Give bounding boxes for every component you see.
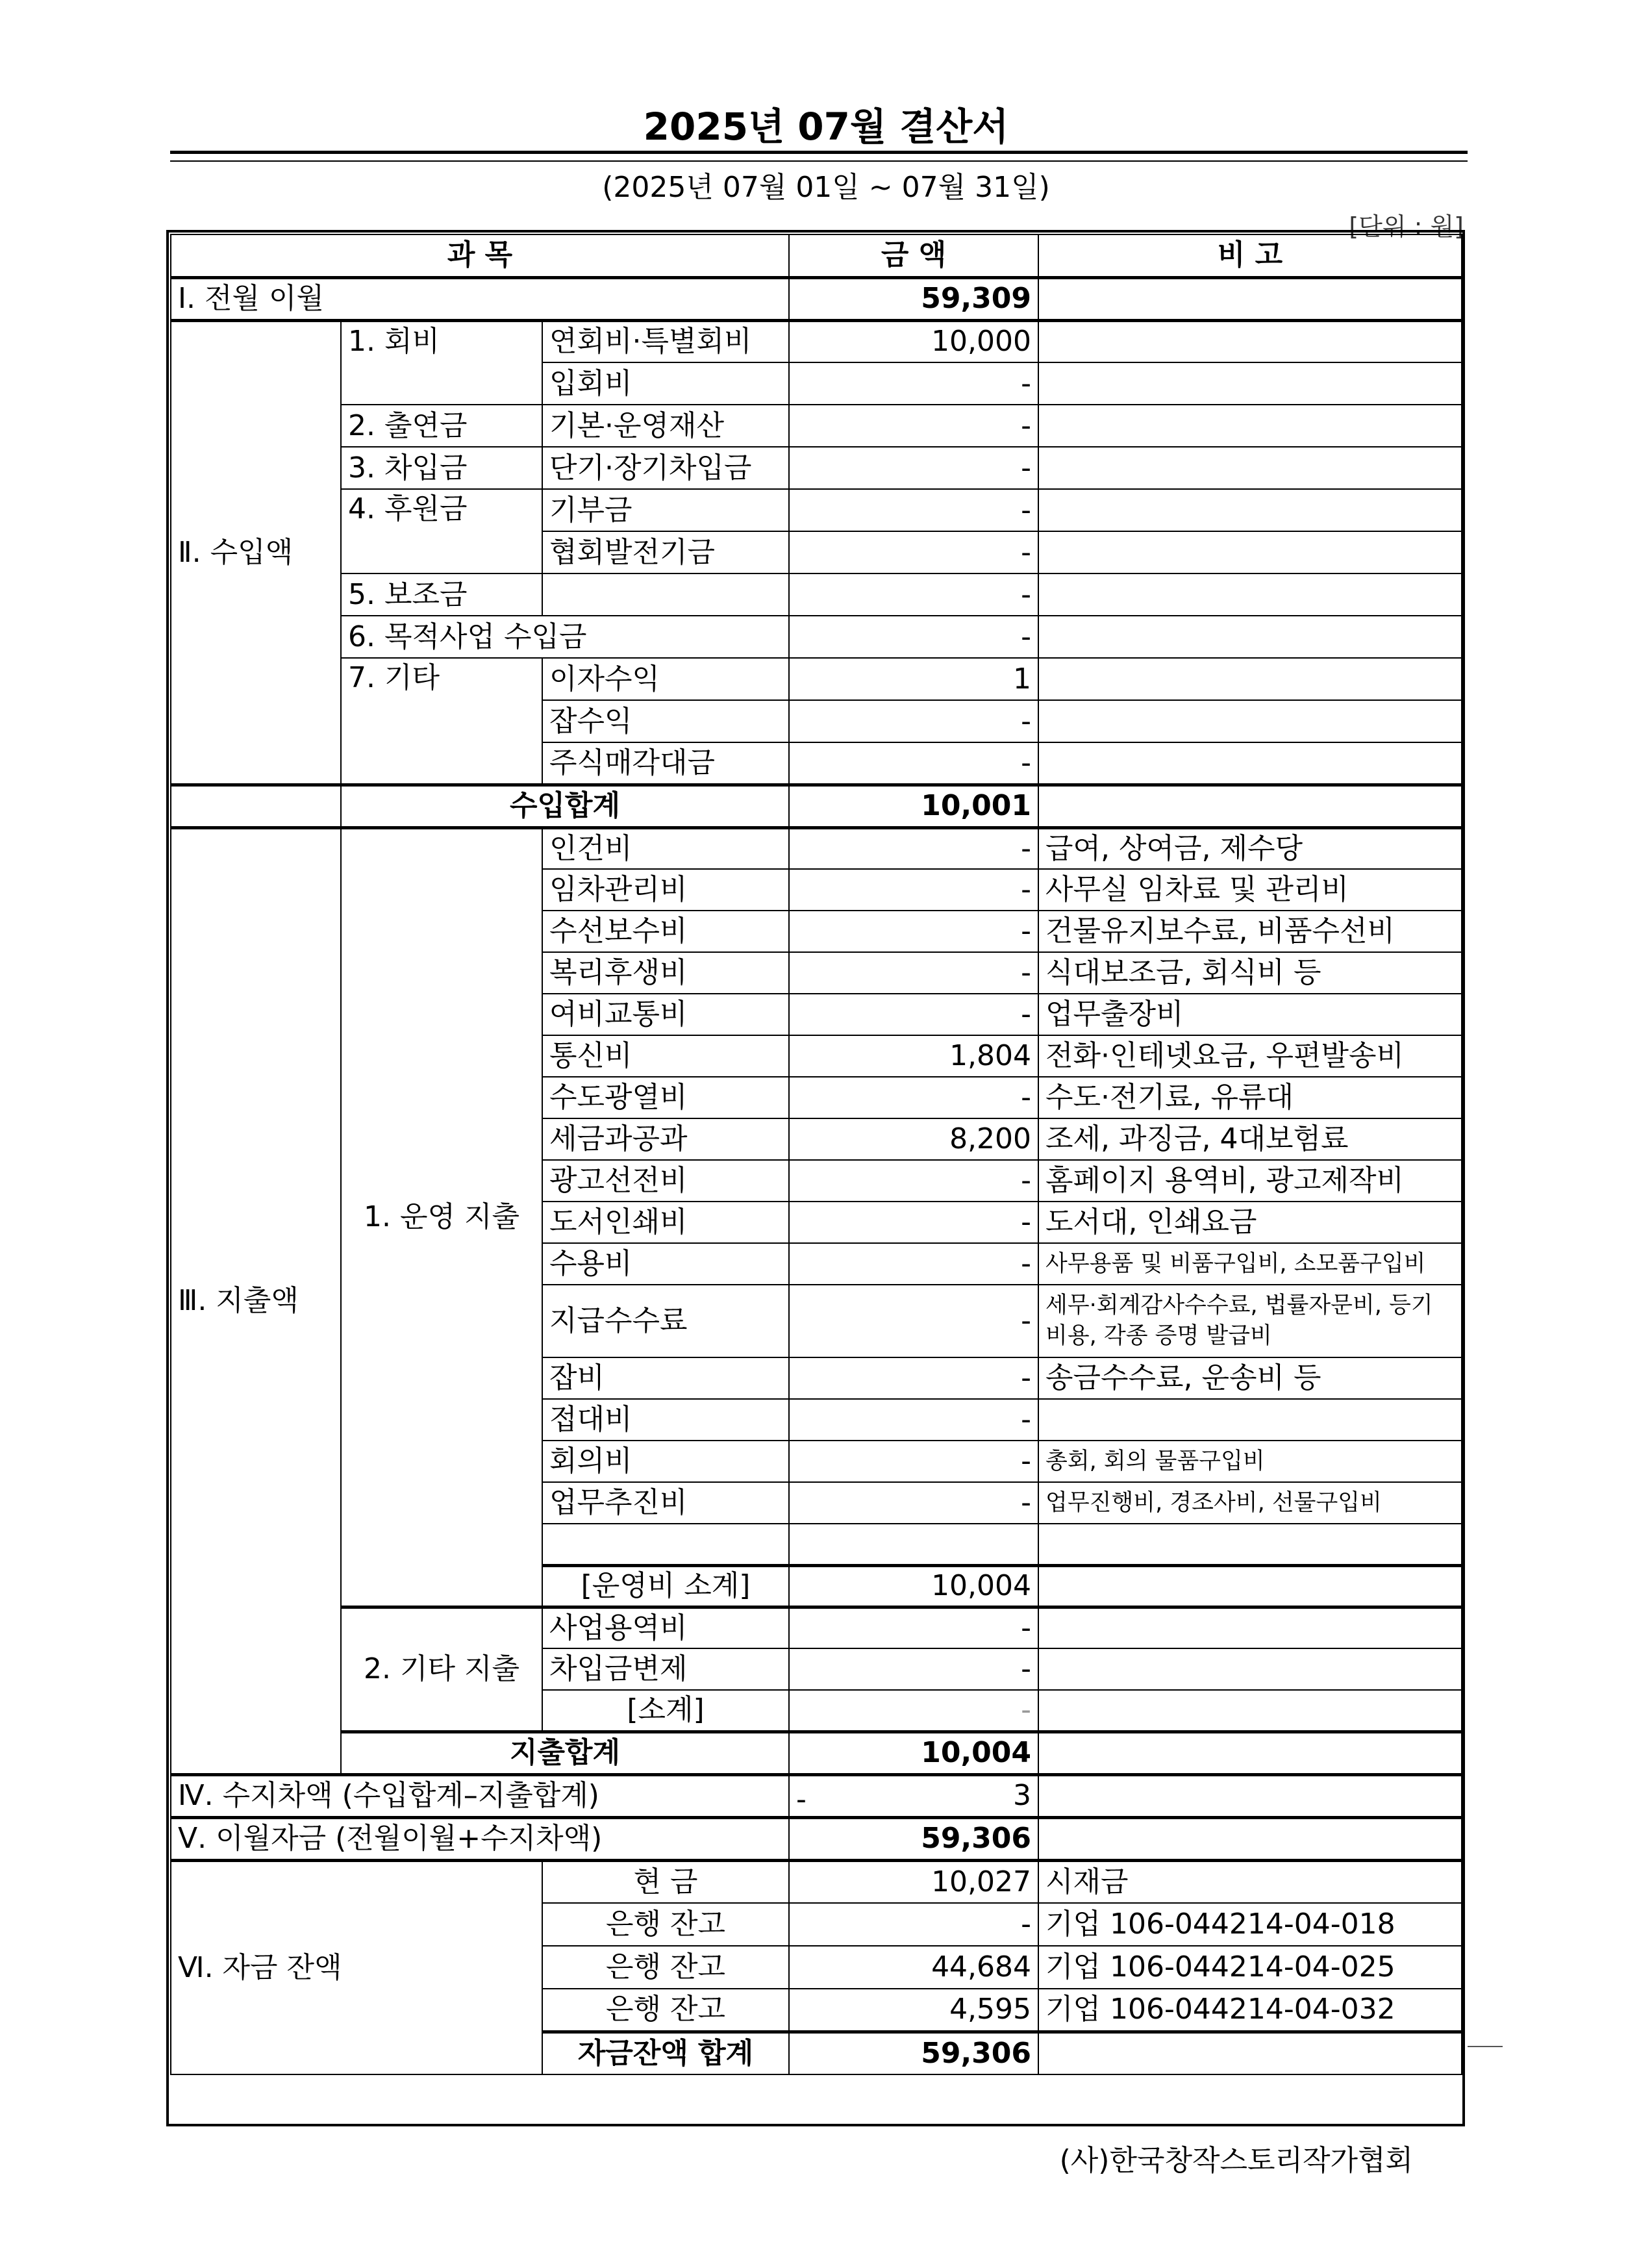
income-category: 3. 차입금 [341,447,542,489]
fund-row [171,1860,1462,1903]
income-remark [1038,447,1462,489]
title-rule-thin [170,160,1468,162]
income-total-remark [1038,785,1462,827]
income-remark [1038,489,1462,531]
expense-item: 지급수수료 [542,1285,789,1357]
income-remark [1038,700,1462,742]
fund-total-label: 자금잔액 합계 [542,2032,789,2074]
income-total-row [171,785,1462,827]
carryover-remark [1038,277,1462,320]
income-item: 입회비 [542,362,789,405]
expense-section-label: Ⅲ. 지출액 [171,827,341,1774]
expense-remark: 세무·회계감사수수료, 법률자문비, 등기비용, 각종 증명 발급비 [1038,1285,1462,1357]
income-item: 연회비·특별회비 [542,320,789,362]
fund-amount: 10,027 [789,1860,1038,1903]
expense-amount: - [789,1399,1038,1441]
expense-item: 복리후생비 [542,952,789,994]
expense-amount: - [789,952,1038,994]
expense-item: 차입금변제 [542,1648,789,1690]
income-item: 단기·장기차입금 [542,447,789,489]
carryforward-row [171,1817,1462,1860]
expense-item: 업무추진비 [542,1482,789,1524]
expense-amount: - [789,827,1038,869]
expense-amount: - [789,1607,1038,1648]
expense-item: 임차관리비 [542,869,789,911]
income-amount: - [789,573,1038,616]
expense-total-label: 지출합계 [341,1732,789,1774]
expense-amount: - [789,1202,1038,1243]
expense-remark: 수도·전기료, 유류대 [1038,1077,1462,1118]
expense-remark [1038,1607,1462,1648]
income-remark [1038,616,1462,658]
funds-section-label: Ⅵ. 자금 잔액 [171,1860,542,2074]
expense-remark: 홈페이지 용역비, 광고제작비 [1038,1160,1462,1202]
income-amount: - [789,489,1038,531]
income-amount: - [789,447,1038,489]
expense-remark [1038,1524,1462,1565]
balance-sign: - [796,1782,807,1816]
fund-total-remark [1038,2032,1462,2074]
expense-amount: - [789,1482,1038,1524]
expense-item: 사업용역비 [542,1607,789,1648]
expense-total-amount: 10,004 [789,1732,1038,1774]
expense-item: 세금과공과 [542,1118,789,1160]
carryforward-label: Ⅴ. 이월자금 (전월이월+수지차액) [171,1817,789,1860]
income-amount: 10,000 [789,320,1038,362]
income-total-amount: 10,001 [789,785,1038,827]
table-header-row [171,234,1462,277]
income-remark [1038,362,1462,405]
income-remark [1038,742,1462,785]
income-row [171,447,1462,489]
margin-line [1468,2046,1503,2047]
expense-item: 도서인쇄비 [542,1202,789,1243]
carryover-label: Ⅰ. 전월 이월 [171,277,789,320]
expense-amount [789,1524,1038,1565]
income-category: 6. 목적사업 수입금 [341,616,789,658]
balance-amount: 3 [1013,1779,1032,1812]
fund-remark: 기업 106-044214-04-025 [1038,1946,1462,1989]
other-subtotal-amount: - [789,1690,1038,1732]
expense-remark: 식대보조금, 회식비 등 [1038,952,1462,994]
income-item: 잡수익 [542,700,789,742]
fund-amount: 44,684 [789,1946,1038,1989]
income-section-label: Ⅱ. 수입액 [171,320,341,785]
expense-remark [1038,1648,1462,1690]
income-category: 7. 기타 [341,658,542,785]
expense-remark: 건물유지보수료, 비품수선비 [1038,911,1462,952]
expense-item: 여비교통비 [542,994,789,1035]
expense-amount: - [789,911,1038,952]
balance-amount-cell [789,1774,1038,1817]
income-amount: - [789,405,1038,447]
carryover-row [171,277,1462,320]
expense-item: 접대비 [542,1399,789,1441]
expense-item: 통신비 [542,1035,789,1077]
carryover-amount: 59,309 [789,277,1038,320]
expense-remark [1038,1399,1462,1441]
expense-amount: - [789,1077,1038,1118]
expense-remark: 조세, 과징금, 4대보험료 [1038,1118,1462,1160]
carryforward-remark [1038,1817,1462,1860]
organization-name: (사)한국창작스토리작가협회 [1059,2144,1413,2177]
expense-remark: 전화·인테넷요금, 우편발송비 [1038,1035,1462,1077]
expense-remark: 사무용품 및 비품구입비, 소모품구입비 [1038,1243,1462,1285]
expense-total-remark [1038,1732,1462,1774]
income-row [171,489,1462,531]
fund-total-amount: 59,306 [789,2032,1038,2074]
expense-row [171,827,1462,869]
income-amount: - [789,531,1038,573]
report-period: (2025년 07월 01일 ~ 07월 31일) [602,171,1050,204]
expense-remark: 도서대, 인쇄요금 [1038,1202,1462,1243]
document-title: 2025년 07월 결산서 [643,105,1009,149]
settlement-table [170,234,1462,2075]
income-item: 협회발전기금 [542,531,789,573]
expense-amount: - [789,1160,1038,1202]
expense-remark: 송금수수료, 운송비 등 [1038,1357,1462,1399]
expense-amount: 8,200 [789,1118,1038,1160]
other-subtotal-label: [소계] [542,1690,789,1732]
income-item: 기본·운영재산 [542,405,789,447]
income-category: 1. 회비 [341,320,542,405]
expense-amount: - [789,994,1038,1035]
header-amount: 금 액 [789,234,1038,277]
income-remark [1038,573,1462,616]
expense-amount: - [789,1285,1038,1357]
income-amount: - [789,362,1038,405]
expense-item: 수도광열비 [542,1077,789,1118]
expense-amount: - [789,869,1038,911]
expense-remark: 업무진행비, 경조사비, 선물구입비 [1038,1482,1462,1524]
fund-item: 은행 잔고 [542,1903,789,1946]
expense-amount: - [789,1441,1038,1482]
balance-row [171,1774,1462,1817]
income-category: 5. 보조금 [341,573,542,616]
balance-label: Ⅳ. 수지차액 (수입합계–지출합계) [171,1774,789,1817]
expense-item: 인건비 [542,827,789,869]
fund-item: 은행 잔고 [542,1946,789,1989]
operating-subtotal-remark [1038,1565,1462,1607]
income-category: 2. 출연금 [341,405,542,447]
other-expense-row [171,1607,1462,1648]
expense-item [542,1524,789,1565]
income-row [171,405,1462,447]
expense-remark: 업무출장비 [1038,994,1462,1035]
income-amount: - [789,616,1038,658]
income-row [171,616,1462,658]
balance-remark [1038,1774,1462,1817]
fund-remark: 기업 106-044214-04-018 [1038,1903,1462,1946]
expense-remark: 급여, 상여금, 제수당 [1038,827,1462,869]
expense-item: 수용비 [542,1243,789,1285]
header-remarks: 비 고 [1038,234,1462,277]
carryforward-amount: 59,306 [789,1817,1038,1860]
expense-item: 회의비 [542,1441,789,1482]
income-remark [1038,320,1462,362]
income-item: 이자수익 [542,658,789,700]
expense-item: 잡비 [542,1357,789,1399]
fund-amount: - [789,1903,1038,1946]
expense-amount: - [789,1648,1038,1690]
income-row [171,658,1462,700]
income-remark [1038,531,1462,573]
expense-amount: 1,804 [789,1035,1038,1077]
fund-amount: 4,595 [789,1989,1038,2032]
header-subject: 과 목 [171,234,789,277]
income-row [171,573,1462,616]
fund-item: 은행 잔고 [542,1989,789,2032]
other-expense-label: 2. 기타 지출 [341,1607,542,1732]
income-amount: 1 [789,658,1038,700]
expense-item: 수선보수비 [542,911,789,952]
income-row [171,320,1462,362]
other-subtotal-remark [1038,1690,1462,1732]
expense-item: 광고선전비 [542,1160,789,1202]
expense-remark: 사무실 임차료 및 관리비 [1038,869,1462,911]
fund-remark: 시재금 [1038,1860,1462,1903]
operating-expense-label: 1. 운영 지출 [341,827,542,1607]
operating-subtotal-amount: 10,004 [789,1565,1038,1607]
income-remark [1038,658,1462,700]
fund-item: 현 금 [542,1860,789,1903]
income-item: 주식매각대금 [542,742,789,785]
operating-subtotal-label: [운영비 소계] [542,1565,789,1607]
currency-unit: [단위 : 원] [1349,212,1464,241]
income-item [542,573,789,616]
income-category: 4. 후원금 [341,489,542,573]
income-amount: - [789,742,1038,785]
income-item: 기부금 [542,489,789,531]
income-total-spacer [171,785,341,827]
income-remark [1038,405,1462,447]
title-rule-thick [170,151,1468,154]
expense-amount: - [789,1243,1038,1285]
income-amount: - [789,700,1038,742]
fund-remark: 기업 106-044214-04-032 [1038,1989,1462,2032]
expense-remark: 총회, 회의 물품구입비 [1038,1441,1462,1482]
expense-amount: - [789,1357,1038,1399]
expense-total-row [171,1732,1462,1774]
income-total-label: 수입합계 [341,785,789,827]
